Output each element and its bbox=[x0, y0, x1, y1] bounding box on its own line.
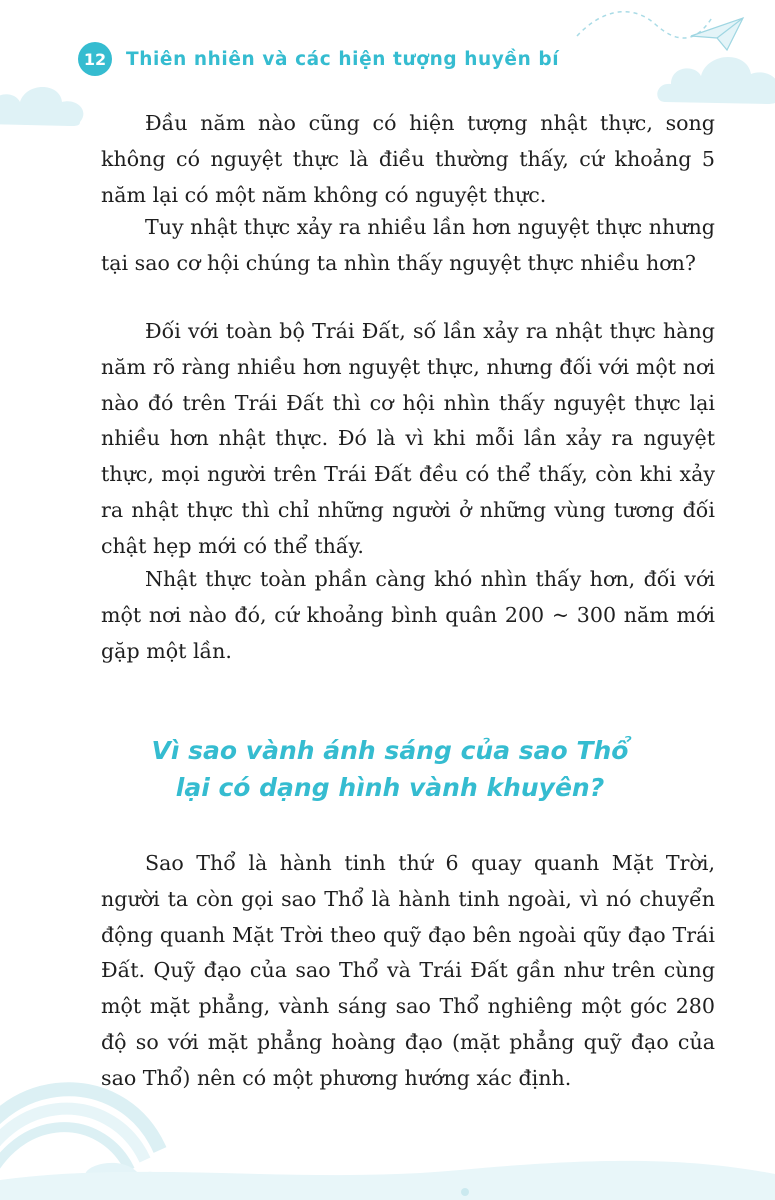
section-heading bbox=[120, 732, 660, 806]
paragraph-1: Đầu năm nào cũng có hiện tượng nhật thực, song không có nguyệt thực là điều thường thấy, cứ khoảng 5 năm lại có một năm không có nguyệt thực. bbox=[101, 111, 715, 207]
section-paragraph: Sao Thổ là hành tinh thứ 6 quay quanh Mặt Trời, người ta còn gọi sao Thổ là hành tinh ngoài, vì nó chuyển động quanh Mặt Trời theo quỹ đạo bên ngoài qũy đạo Trái Đất. Quỹ đạo của sao Thổ và Trái Đất gần như trên cùng một mặt phẳng, vành sáng sao Thổ nghiêng một góc 280 độ so với mặt phẳng hoàng đạo (mặt phẳng quỹ đạo của sao Thổ) nên có một phương hướng xác định. bbox=[101, 851, 715, 1090]
running-title: Thiên nhiên và các hiện tượng huyền bí bbox=[126, 48, 560, 70]
paragraph-3: Đối với toàn bộ Trái Đất, số lần xảy ra nhật thực hàng năm rõ ràng nhiều hơn nguyệt thực, nhưng đối với một nơi nào đó trên Trái Đất thì cơ hội nhìn thấy nguyệt thực lại nhiều hơn nhật thực. Đó là vì khi mỗi lần xảy ra nguyệt thực, mọi người trên Trái Đất đều có thể thấy, còn khi xảy ra nhật thực thì chỉ những người ở những vùng tương đối chật hẹp mới có thể thấy. bbox=[101, 319, 715, 558]
paragraph-4: Nhật thực toàn phần càng khó nhìn thấy hơn, đối với một nơi nào đó, cứ khoảng bình quân 200 ~ 300 năm mới gặp một lần. bbox=[101, 567, 715, 663]
running-header bbox=[78, 42, 559, 76]
paragraph-2: Tuy nhật thực xảy ra nhiều lần hơn nguyệt thực nhưng tại sao cơ hội chúng ta nhìn thấy nguyệt thực nhiều hơn? bbox=[101, 215, 715, 275]
section-heading-line-2: lại có dạng hình vành khuyên? bbox=[175, 773, 605, 802]
section-heading-line-1: Vì sao vành ánh sáng của sao Thổ bbox=[151, 736, 629, 765]
page-number: 12 bbox=[78, 42, 112, 76]
cloud-decoration-top-right bbox=[655, 40, 775, 110]
cloud-decoration-top-left bbox=[0, 70, 90, 130]
bottom-wave-decoration bbox=[0, 1140, 775, 1200]
